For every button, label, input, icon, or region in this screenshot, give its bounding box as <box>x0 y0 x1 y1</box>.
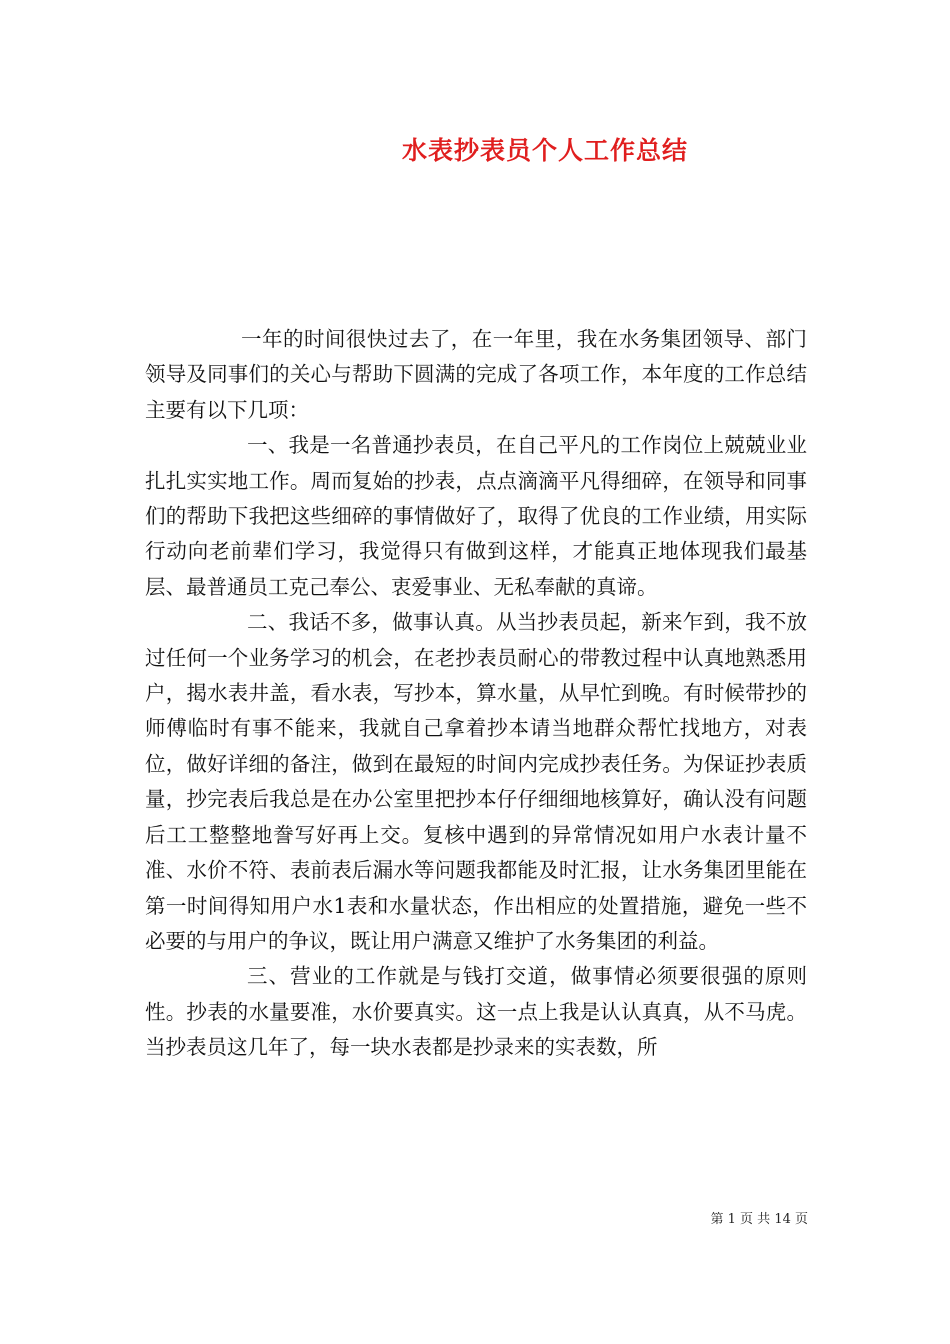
paragraph-section-1: 一、我是一名普通抄表员，在自己平凡的工作岗位上兢兢业业扎扎实实地工作。周而复始的抄表，点点滴滴平凡得细碎，在领导和同事们的帮助下我把这些细碎的事情做好了，取得了优良的工作业绩，用实际行动向老前辈们学习，我觉得只有做到这样，才能真正地体现我们最基层、最普通员工克己奉公、衷爱事业、无私奉献的真谛。 <box>145 433 807 599</box>
document-body <box>145 322 807 1066</box>
paragraph-section-3: 三、营业的工作就是与钱打交道，做事情必须要很强的原则性。抄表的水量要准，水价要真实。这一点上我是认认真真，从不马虎。当抄表员这几年了，每一块水表都是抄录来的实表数，所 <box>145 964 807 1060</box>
document-title: 水表抄表员个人工作总结 <box>401 136 688 165</box>
paragraph-intro: 一年的时间很快过去了，在一年里，我在水务集团领导、部门领导及同事们的关心与帮助下圆满的完成了各项工作，本年度的工作总结主要有以下几项： <box>145 327 807 422</box>
page-number-footer: 第 1 页 共 14 页 <box>710 1212 808 1227</box>
paragraph-section-2: 二、我话不多，做事认真。从当抄表员起，新来乍到，我不放过任何一个业务学习的机会，在老抄表员耐心的带教过程中认真地熟悉用户，揭水表井盖，看水表，写抄本，算水量，从早忙到晚。有时候带抄的师傅临时有事不能来，我就自己拿着抄本请当地群众帮忙找地方，对表位，做好详细的备注，做到在最短的时间内完成抄表任务。为保证抄表质量，抄完表后我总是在办公室里把抄本仔仔细细地核算好，确认没有问题后工工整整地誊写好再上交。复核中遇到的异常情况如用户水表计量不准、水价不符、表前表后漏水等问题我都能及时汇报，让水务集团里能在第一时间得知用户水1表和水量状态，作出相应的处置措施，避免一些不必要的与用户的争议，既让用户满意又维护了水务集团的利益。 <box>145 610 807 953</box>
